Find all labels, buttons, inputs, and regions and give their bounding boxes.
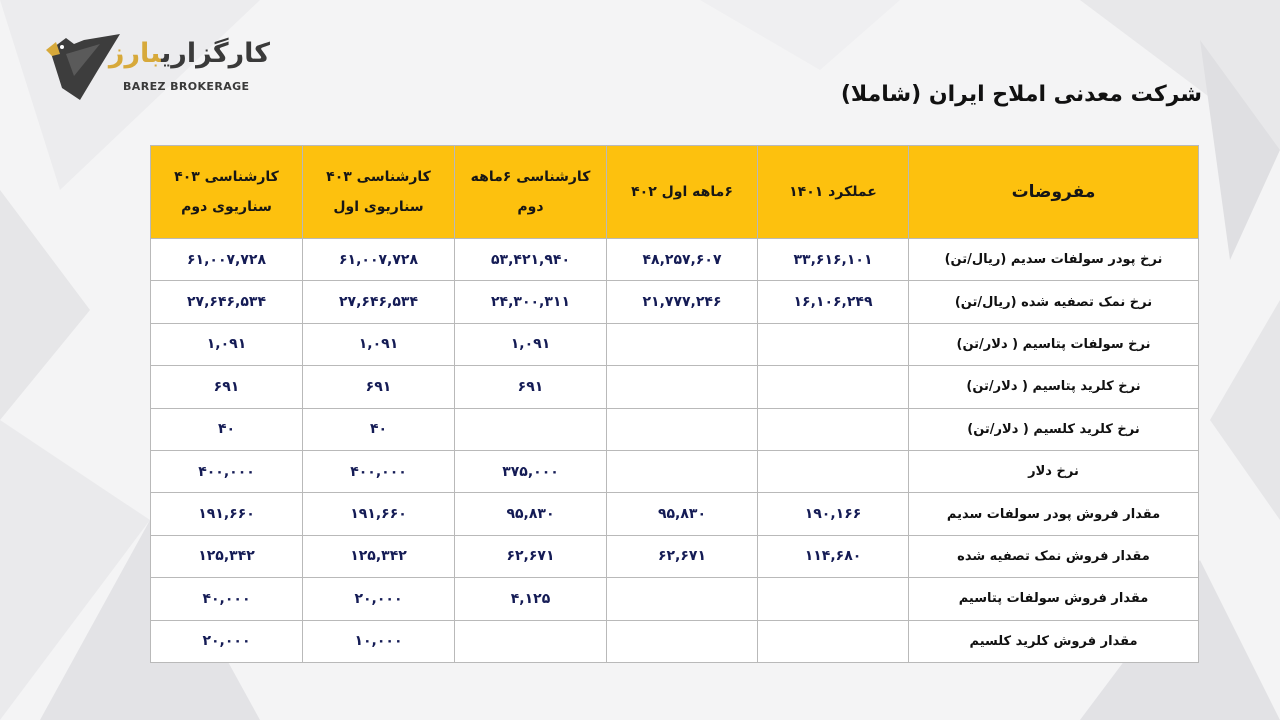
column-header: ۶ماهه اول ۴۰۲: [607, 146, 758, 239]
value-cell: [758, 450, 909, 492]
value-cell: ۲۰,۰۰۰: [303, 578, 455, 620]
table-row: [151, 620, 1199, 662]
value-cell: ۶۲,۶۷۱: [607, 535, 758, 577]
column-header: کارشناسی ۴۰۳ سناریوی اول: [303, 146, 455, 239]
value-cell: ۴,۱۲۵: [455, 578, 607, 620]
value-cell: ۳۳,۶۱۶,۱۰۱: [758, 239, 909, 281]
value-cell: [607, 408, 758, 450]
value-cell: ۲۷,۶۴۶,۵۳۴: [303, 281, 455, 323]
table-row: [151, 323, 1199, 365]
row-label: نرخ نمک تصفیه شده (ریال/تن): [909, 281, 1199, 323]
value-cell: ۴۸,۲۵۷,۶۰۷: [607, 239, 758, 281]
table-row: [151, 281, 1199, 323]
value-cell: [758, 366, 909, 408]
value-cell: ۱۲۵,۳۴۲: [151, 535, 303, 577]
row-label: مقدار فروش کلرید کلسیم: [909, 620, 1199, 662]
brand-logo: [40, 30, 270, 110]
value-cell: [758, 323, 909, 365]
value-cell: ۲۷,۶۴۶,۵۳۴: [151, 281, 303, 323]
value-cell: ۶۱,۰۰۷,۷۲۸: [151, 239, 303, 281]
brand-name-fa-accent: بارز: [108, 38, 162, 69]
value-cell: ۱,۰۹۱: [455, 323, 607, 365]
value-cell: [607, 323, 758, 365]
table-row: [151, 450, 1199, 492]
column-header: عملکرد ۱۴۰۱: [758, 146, 909, 239]
table-row: [151, 366, 1199, 408]
row-label: مقدار فروش پودر سولفات سدیم: [909, 493, 1199, 535]
value-cell: ۵۳,۴۲۱,۹۴۰: [455, 239, 607, 281]
value-cell: [607, 450, 758, 492]
column-header: مفروضات: [909, 146, 1199, 239]
row-label: نرخ کلرید کلسیم ( دلار/تن): [909, 408, 1199, 450]
value-cell: [455, 408, 607, 450]
value-cell: ۴۰: [151, 408, 303, 450]
value-cell: [758, 578, 909, 620]
value-cell: ۱۱۴,۶۸۰: [758, 535, 909, 577]
brand-name-fa-main: کارگزاری: [161, 38, 270, 69]
assumptions-table: [150, 145, 1199, 663]
row-label: نرخ سولفات پتاسیم ( دلار/تن): [909, 323, 1199, 365]
value-cell: [455, 620, 607, 662]
value-cell: ۶۱,۰۰۷,۷۲۸: [303, 239, 455, 281]
value-cell: ۶۹۱: [303, 366, 455, 408]
value-cell: ۶۹۱: [151, 366, 303, 408]
column-header: کارشناسی ۴۰۳ سناریوی دوم: [151, 146, 303, 239]
value-cell: ۶۹۱: [455, 366, 607, 408]
value-cell: [607, 366, 758, 408]
row-label: نرخ دلار: [909, 450, 1199, 492]
value-cell: [758, 408, 909, 450]
value-cell: ۶۲,۶۷۱: [455, 535, 607, 577]
value-cell: ۳۷۵,۰۰۰: [455, 450, 607, 492]
value-cell: ۴۰۰,۰۰۰: [303, 450, 455, 492]
value-cell: ۴۰۰,۰۰۰: [151, 450, 303, 492]
table-row: [151, 535, 1199, 577]
value-cell: ۲۴,۳۰۰,۳۱۱: [455, 281, 607, 323]
table-row: [151, 239, 1199, 281]
value-cell: ۱۰,۰۰۰: [303, 620, 455, 662]
value-cell: ۲۰,۰۰۰: [151, 620, 303, 662]
table-header-row: [151, 146, 1199, 239]
value-cell: ۱۲۵,۳۴۲: [303, 535, 455, 577]
table-row: [151, 493, 1199, 535]
value-cell: [607, 578, 758, 620]
value-cell: ۱۹۱,۶۶۰: [151, 493, 303, 535]
value-cell: ۲۱,۷۷۷,۲۴۶: [607, 281, 758, 323]
row-label: مقدار فروش سولفات پتاسیم: [909, 578, 1199, 620]
value-cell: ۹۵,۸۳۰: [607, 493, 758, 535]
brand-name-fa: [108, 38, 270, 69]
value-cell: ۹۵,۸۳۰: [455, 493, 607, 535]
table-body: [151, 239, 1199, 663]
page-title: شرکت معدنی املاح ایران (شاملا): [840, 82, 1202, 107]
value-cell: ۴۰,۰۰۰: [151, 578, 303, 620]
column-header: کارشناسی ۶ماهه دوم: [455, 146, 607, 239]
row-label: مقدار فروش نمک تصفیه شده: [909, 535, 1199, 577]
value-cell: ۱,۰۹۱: [151, 323, 303, 365]
value-cell: ۱,۰۹۱: [303, 323, 455, 365]
value-cell: [607, 620, 758, 662]
table-row: [151, 578, 1199, 620]
row-label: نرخ پودر سولفات سدیم (ریال/تن): [909, 239, 1199, 281]
value-cell: ۱۹۰,۱۶۶: [758, 493, 909, 535]
value-cell: [758, 620, 909, 662]
brand-name-en: BAREZ BROKERAGE: [123, 80, 250, 93]
value-cell: ۱۶,۱۰۶,۲۴۹: [758, 281, 909, 323]
value-cell: ۱۹۱,۶۶۰: [303, 493, 455, 535]
table-row: [151, 408, 1199, 450]
row-label: نرخ کلرید پتاسیم ( دلار/تن): [909, 366, 1199, 408]
value-cell: ۴۰: [303, 408, 455, 450]
